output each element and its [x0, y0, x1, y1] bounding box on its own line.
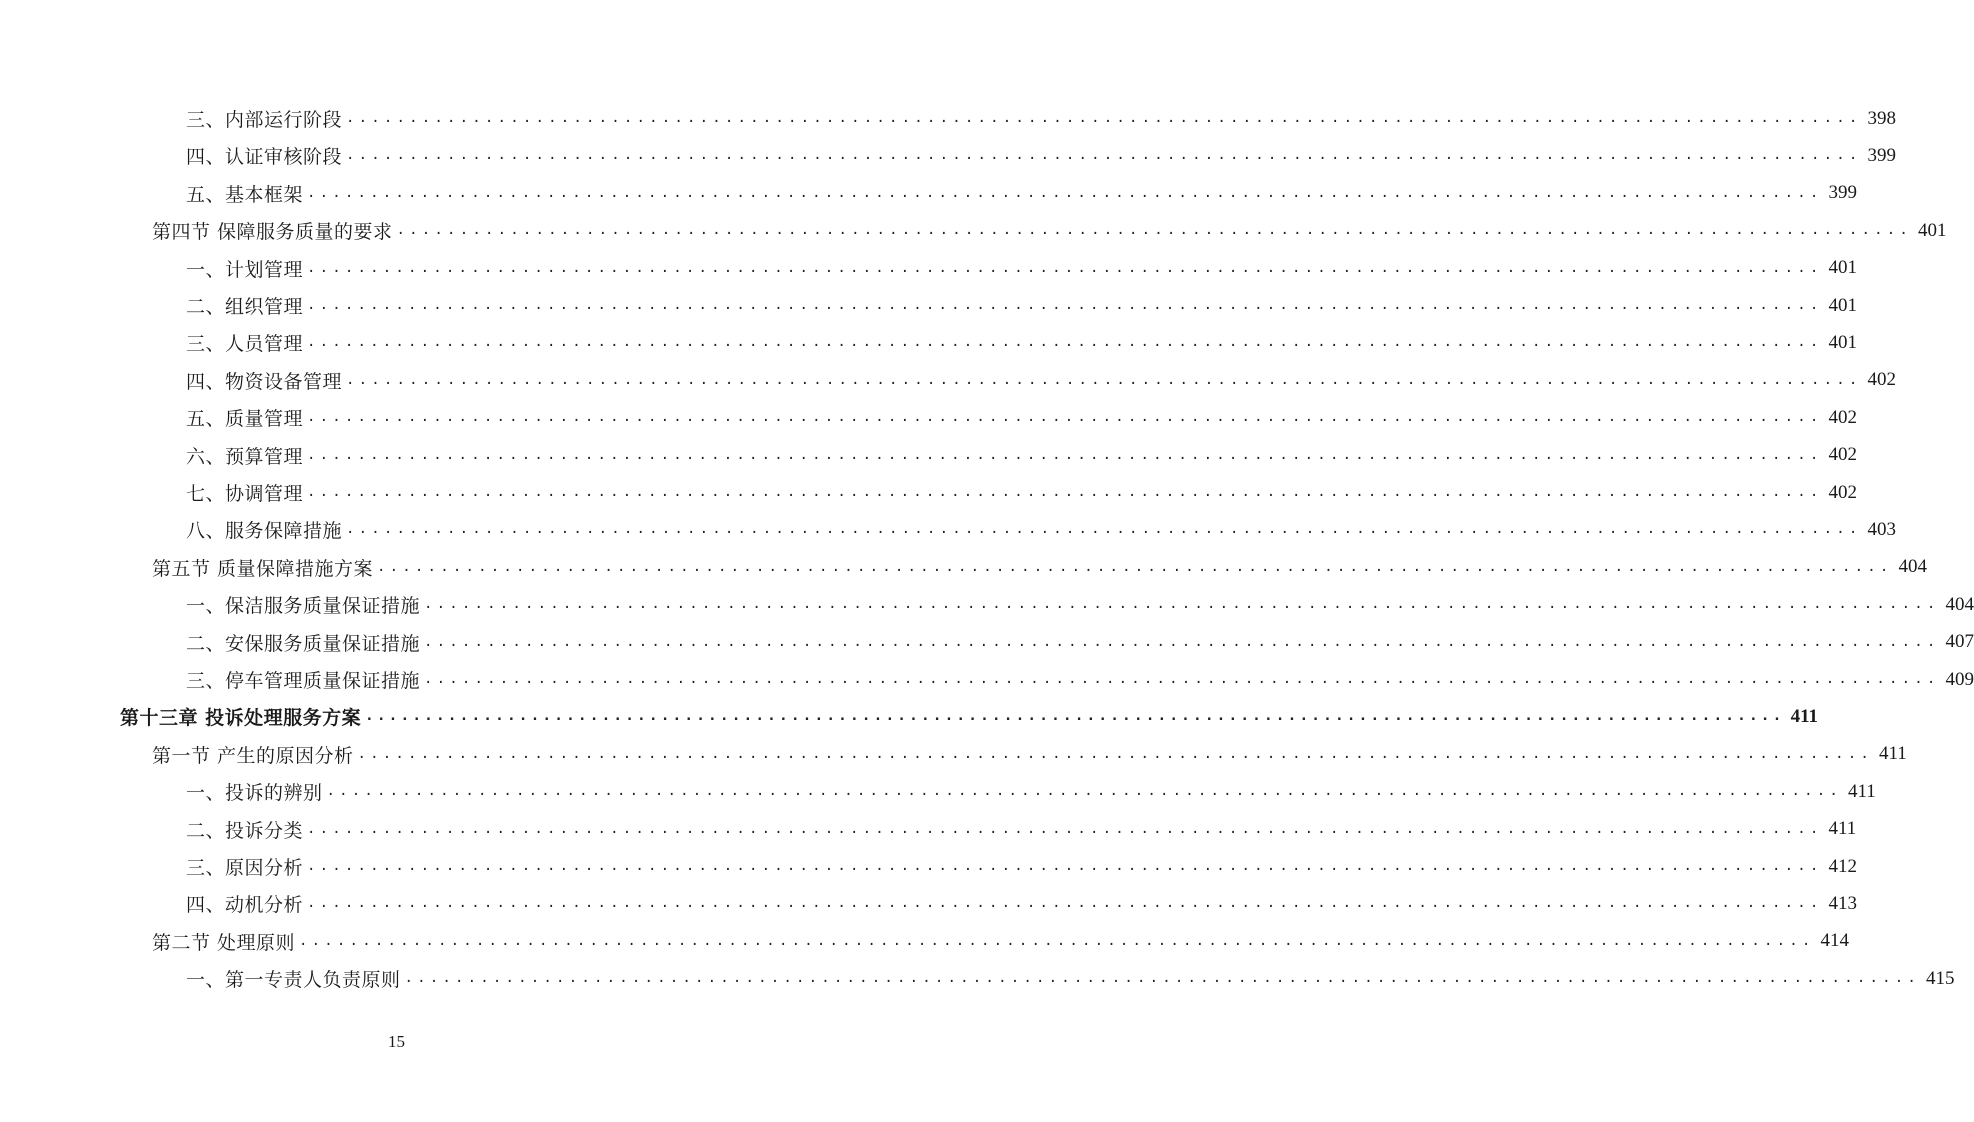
toc-entry-title: 三、原因分析 — [186, 857, 304, 879]
toc-entry-title: 第四节 保障服务质量的要求 — [152, 221, 393, 244]
toc-entry-page: 411 — [1828, 818, 1857, 840]
toc-entry[interactable] — [186, 362, 1896, 399]
toc-entry-title: 五、基本框架 — [186, 183, 304, 206]
toc-dot-leader: ........................................................................................................................ — [307, 820, 1823, 837]
toc-entry-title: 三、人员管理 — [186, 333, 304, 356]
toc-entry-page: 401 — [1828, 257, 1857, 279]
toc-entry[interactable] — [186, 511, 1896, 548]
toc-entry-page: 399 — [1828, 182, 1857, 204]
toc-entry[interactable] — [186, 885, 1857, 922]
toc-entry[interactable] — [186, 287, 1857, 324]
toc-entry-page: 399 — [1867, 144, 1896, 166]
toc-entry[interactable] — [186, 175, 1857, 212]
toc-entry[interactable] — [186, 624, 1974, 661]
toc-entry-title: 一、第一专责人负责原则 — [186, 969, 401, 992]
toc-entry-page: 404 — [1898, 556, 1927, 578]
toc-dot-leader: ........................................................................................................................ — [424, 596, 1940, 613]
toc-dot-leader: ........................................................................................................................ — [424, 671, 1940, 687]
toc-entry[interactable] — [186, 661, 1974, 698]
toc-entry-page: 404 — [1945, 593, 1974, 615]
toc-entry-title: 三、内部运行阶段 — [186, 109, 343, 131]
page-number: 15 — [388, 1032, 405, 1051]
toc-dot-leader: ........................................................................................................................ — [357, 745, 1873, 762]
toc-dot-leader: ........................................................................................................................ — [307, 446, 1823, 463]
toc-entry[interactable] — [186, 324, 1857, 361]
toc-entry-title: 七、协调管理 — [186, 483, 304, 505]
toc-entry-title: 四、动机分析 — [186, 894, 304, 917]
toc-entry[interactable] — [186, 474, 1857, 511]
toc-entry-page: 414 — [1820, 930, 1849, 952]
toc-entry-page: 413 — [1828, 892, 1857, 914]
toc-dot-leader: ........................................................................................................................ — [346, 521, 1862, 538]
toc-dot-leader: ........................................................................................................................ — [299, 932, 1815, 949]
toc-entry-title: 一、投诉的辨别 — [186, 782, 323, 805]
toc-dot-leader: ........................................................................................................................ — [307, 184, 1823, 201]
toc-entry-title: 第二节 处理原则 — [152, 931, 296, 954]
toc-entry-title: 六、预算管理 — [186, 445, 304, 468]
toc-dot-leader: ........................................................................................................................ — [307, 297, 1823, 313]
toc-entry-page: 411 — [1879, 743, 1907, 765]
toc-entry[interactable] — [186, 960, 1955, 997]
toc-entry-page: 402 — [1828, 481, 1857, 503]
toc-entry-page: 402 — [1828, 444, 1857, 466]
toc-entry-page: 407 — [1945, 631, 1974, 653]
toc-entry-page: 411 — [1847, 780, 1876, 802]
toc-dot-leader: ........................................................................................................................ — [365, 708, 1785, 725]
toc-entry-title: 五、质量管理 — [186, 408, 304, 431]
toc-entry-title: 二、投诉分类 — [186, 819, 304, 842]
toc-dot-leader: ........................................................................................................................ — [307, 409, 1823, 426]
toc-dot-leader: ........................................................................................................................ — [404, 970, 1920, 987]
toc-entry-page: 402 — [1828, 406, 1857, 428]
toc-entry-page: 412 — [1828, 855, 1857, 877]
toc-entry-title: 第十三章 投诉处理服务方案 — [120, 707, 362, 730]
toc-dot-leader: ........................................................................................................................ — [307, 858, 1823, 874]
toc-dot-leader: ........................................................................................................................ — [346, 110, 1862, 126]
toc-entry-title: 三、停车管理质量保证措施 — [186, 670, 421, 692]
toc-entry-title: 二、组织管理 — [186, 296, 304, 318]
toc-dot-leader: ........................................................................................................................ — [307, 259, 1823, 276]
toc-dot-leader: ........................................................................................................................ — [307, 334, 1823, 351]
toc-entry-page: 409 — [1945, 668, 1974, 690]
toc-entry-page: 401 — [1828, 294, 1857, 316]
toc-entry-page: 402 — [1867, 369, 1896, 391]
toc-entry-title: 第一节 产生的原因分析 — [152, 744, 354, 767]
toc-dot-leader: ........................................................................................................................ — [307, 484, 1823, 500]
toc-entry-title: 四、物资设备管理 — [186, 370, 343, 393]
toc-entry-title: 第五节 质量保障措施方案 — [152, 557, 374, 580]
toc-entry[interactable] — [186, 586, 1974, 623]
toc-entry-title: 四、认证审核阶段 — [186, 146, 343, 169]
toc-entry-page: 403 — [1867, 518, 1896, 540]
toc-entry-page: 398 — [1867, 107, 1896, 129]
toc-entry[interactable] — [186, 100, 1896, 137]
toc-entry[interactable] — [120, 698, 1819, 735]
toc-entry[interactable] — [186, 250, 1857, 287]
toc-entry[interactable] — [186, 773, 1876, 810]
toc-entry-title: 八、服务保障措施 — [186, 520, 343, 543]
toc-dot-leader: ........................................................................................................................ — [396, 222, 1912, 239]
toc-dot-leader: ........................................................................................................................ — [326, 783, 1842, 800]
toc-dot-leader: ........................................................................................................................ — [307, 895, 1823, 912]
toc-entry-title: 二、安保服务质量保证措施 — [186, 632, 421, 655]
toc-entry-title: 一、计划管理 — [186, 258, 304, 281]
toc-dot-leader: ........................................................................................................................ — [346, 147, 1862, 164]
toc-entry-page: 401 — [1918, 219, 1947, 241]
toc-entry[interactable] — [152, 923, 1849, 960]
toc-entry[interactable] — [186, 848, 1857, 885]
toc-entry[interactable] — [186, 137, 1896, 174]
toc-entry-page: 415 — [1925, 967, 1955, 989]
toc-entry[interactable] — [152, 549, 1927, 586]
toc-entry[interactable] — [186, 399, 1857, 436]
toc-entry-page: 411 — [1790, 705, 1819, 727]
toc-dot-leader: ........................................................................................................................ — [377, 558, 1893, 575]
toc-dot-leader: ........................................................................................................................ — [424, 633, 1940, 650]
toc-entry[interactable] — [186, 811, 1857, 848]
toc-entry[interactable] — [186, 437, 1857, 474]
toc-entry[interactable] — [152, 736, 1907, 773]
toc-dot-leader: ........................................................................................................................ — [346, 371, 1862, 388]
toc-entry-page: 401 — [1828, 331, 1857, 353]
toc-entry-title: 一、保洁服务质量保证措施 — [186, 595, 421, 618]
toc-entry[interactable] — [152, 212, 1947, 249]
